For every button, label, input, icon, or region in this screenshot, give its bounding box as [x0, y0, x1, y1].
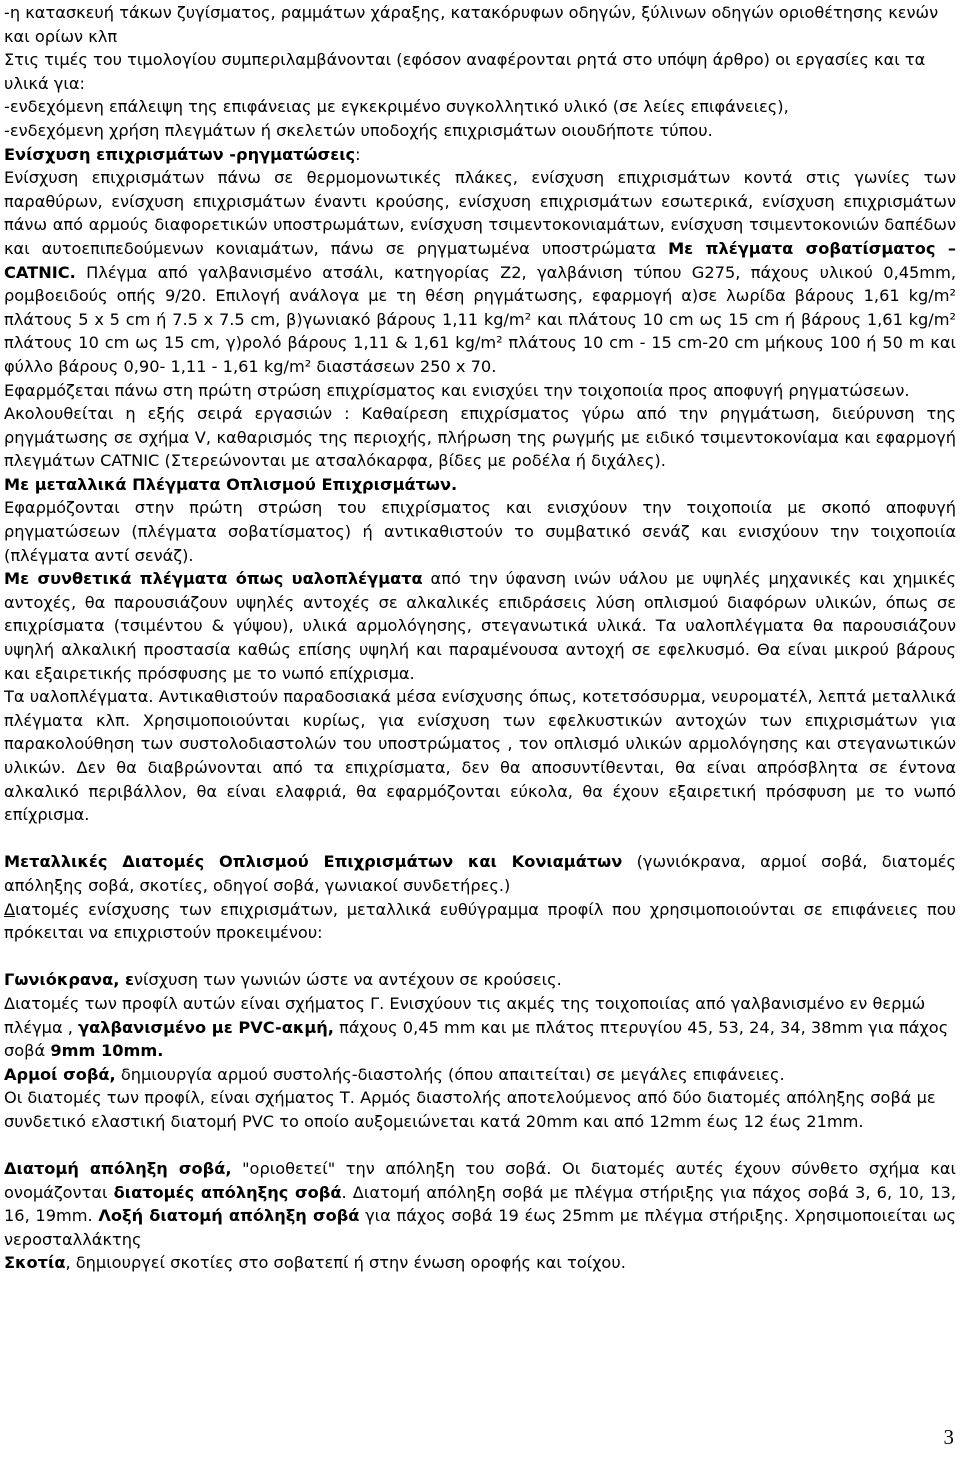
stop-bead-heading: Διατομή απόληξη σοβά,: [4, 1159, 232, 1179]
paragraph-t-sections: Οι διατομές των προφίλ, είναι σχήματος Τ. Αρμός διαστολής αποτελούμενος από δύο διατομές απόληξης σοβά με συνδετικό ελαστική διατομή PVC το οποίο αυξομειώνεται κατά 20mm και από 12mm έως 12 έως 21mm.: [4, 1088, 936, 1131]
section-heading-reinforcement: [4, 143, 956, 167]
profile-purpose-body: ιατομές ενίσχυσης των επιχρισμάτων, μεταλλικά ευθύγραμμα προφίλ που χρησιμοποιούνται σε επιφάνειες που πρόκειται να επιχριστούν προκειμένου:: [4, 899, 956, 943]
paragraph-plaster-joints: [4, 1063, 956, 1087]
corner-beads-heading: Γωνιόκρανα, ε: [4, 970, 134, 990]
metal-profiles-body: (γωνιόκρανα, αρμοί σοβά, διατομές απόληξης σοβά, σκοτίες, οδηγοί σοβά, γωνιακοί συνδετήρες.): [4, 852, 956, 895]
stop-bead-bold: διατομές απόληξης σοβά: [113, 1182, 342, 1202]
plaster-joints-heading: Αρμοί σοβά,: [4, 1064, 116, 1084]
plaster-joints-body: δημιουργία αρμού συστολής-διαστολής (όπου απαιτείται) σε μεγάλες επιφάνειες.: [115, 1064, 785, 1084]
corner-sections-a: Διατομές των προφίλ αυτών είναι σχήματος Γ. Ενισχύουν τις ακμές της τοιχοποιίας από γαλβανισμένο εν θερμώ πλέγμα ,: [4, 993, 926, 1037]
paragraph-catnic: [4, 166, 956, 378]
synthetic-mesh-heading: Με συνθετικά πλέγματα όπως υαλοπλέγματα: [4, 569, 423, 589]
spacer: [4, 827, 956, 851]
paragraph-4: -ενδεχόμενη χρήση πλεγμάτων ή σκελετών υποδοχής επιχρισμάτων οιουδήποτε τύπου.: [4, 120, 713, 140]
paragraph-metal-profiles: [4, 850, 956, 897]
metal-profiles-heading: Μεταλλικές Διατομές Οπλισμού Επιχρισμάτων και Κονιαμάτων: [4, 852, 623, 872]
paragraph-2: Στις τιμές του τιμολογίου συμπεριλαμβάνονται (εφόσον αναφέρονται ρητά στο υπόψη άρθρο) οι εργασίες και τα υλικά για:: [4, 50, 926, 93]
paragraph-shadow-gap: [4, 1251, 956, 1275]
stop-bead-b: . Διατομή απόληξη σοβά με πλέγμα στήριξης για πάχος σοβά 3, 6, 10, 13, 16, 19mm.: [4, 1182, 956, 1226]
heading-text: Ενίσχυση επιχρισμάτων -ρηγματώσεις: [4, 144, 356, 164]
paragraph-1: -η κατασκευή τάκων ζυγίσματος, ραμμάτων χάραξης, κατακόρυφων οδηγών, ξύλινων οδηγών οριοθέτησης κενών και ορίων κλπ: [4, 3, 939, 46]
heading-metal-mesh: [4, 473, 956, 497]
paragraph-synthetic-mesh: [4, 567, 956, 685]
thickness-bold: 9mm 10mm.: [50, 1041, 164, 1061]
catnic-heading: Με πλέγματα σοβατίσματος – CATNIC.: [4, 238, 957, 282]
paragraph-apply: Εφαρμόζεται πάνω στη πρώτη στρώση επιχρίσματος και ενισχύει την τοιχοποιία προς αποφυγή ρηγματώσεων.: [4, 380, 910, 400]
shadow-gap-body: , δημιουργεί σκοτίες στο σοβατεπί ή στην ένωση οροφής και τοίχου.: [65, 1253, 626, 1273]
stop-bead-a: "οριοθετεί" την απόληξη του σοβά. Οι διατομές αυτές έχουν σύνθετο σχήμα και ονομάζονται: [4, 1159, 956, 1202]
paragraph-corner-beads: [4, 968, 956, 992]
stop-bead-c: για πάχος σοβά 19 έως 25mm με πλέγμα στήριξης. Χρησιμοποιείται ως νεροσταλλάκτης: [4, 1206, 956, 1249]
spacer: [4, 945, 956, 969]
shadow-gap-heading: Σκοτία: [4, 1253, 66, 1273]
pvc-edge-bold: γαλβανισμένο με PVC-ακμή,: [78, 1017, 334, 1037]
synthetic-mesh-body: από την ύφανση ινών υάλου με υψηλές μηχανικές και χημικές αντοχές, θα παρουσιάζουν υψηλές αντοχές σε αλκαλικές επιδράσεις λύση οπλισμού διαφόρων υλικών, όπως σε επιχρίσματα (τσιμέντου & γύψου), υλικά αρμολόγησης, στεγανωτικά υλικά. Τα υαλοπλέγματα θα παρουσιάζουν υψηλή αλκαλική προστασία καθώς επίσης υψηλή και παραμένουσα αντοχή σε εφελκυσμό. Θα είναι μικρού βάρους και εξαιρετικής πρόσφυσης με το νωπό επίχρισμα.: [4, 569, 957, 683]
underlined-letter: Δ: [4, 899, 16, 919]
corner-sections-b: πάχους 0,45 mm και με πλάτος πτερυγίου 45, 53, 24, 34, 38mm για πάχος σοβά: [4, 1017, 949, 1061]
paragraph-metal-mesh: Εφαρμόζονται στην πρώτη στρώση του επιχρίσματος και ενισχύουν την τοιχοποιία με σκοπό αποφυγή ρηγματώσεων (πλέγματα σοβατίσματος) ή αντικαθιστούν το συμβατικό σενάζ και ενισχύουν την τοιχοποιία (πλέγματα αντί σενάζ).: [4, 498, 956, 565]
heading-colon: :: [355, 144, 361, 164]
paragraph-3: -ενδεχόμενη επάλειψη της επιφάνειας με εγκεκριμένο συγκολλητικό υλικό (σε λείες επιφάνειες),: [4, 97, 789, 117]
corner-beads-body: νίσχυση των γωνιών ώστε να αντέχουν σε κρούσεις.: [134, 970, 562, 990]
paragraph-stop-bead: [4, 1157, 956, 1251]
paragraph-catnic-body: Πλέγμα από γαλβανισμένο ατσάλι, κατηγορίας Ζ2, γαλβάνιση τύπου G275, πάχους υλικού 0,45mm, ρομβοειδούς οπής 9/20. Επιλογή ανάλογα με τη θέση ρηγμάτωσης, εφαρμογή α)σε λωρίδα βάρους 1,61 kg/m² πλάτους 5 x 5 cm ή 7.5 x 7.5 cm, β)γωνιακό βάρους 1,11 kg/m² και πλάτους 10 cm ως 15 cm ή βάρους 1,61 kg/m² πλάτους 10 cm ως 15 cm, γ)ρολό βάρους 1,11 & 1,61 kg/m² πλάτους 10 cm - 15 cm-20 cm μήκους 100 ή 50 m και φύλλο βάρους 0,90- 1,11 - 1,61 kg/m² διαστάσεων 250 x 70.: [4, 262, 956, 376]
heading-metal-mesh-text: Με μεταλλικά Πλέγματα Οπλισμού Επιχρισμάτων.: [4, 474, 458, 494]
angled-stop-bead-bold: Λοξή διατομή απόληξη σοβά: [98, 1206, 360, 1226]
paragraph-catnic-intro: Ενίσχυση επιχρισμάτων πάνω σε θερμομονωτικές πλάκες, ενίσχυση επιχρισμάτων κοντά στις γωνίες των παραθύρων, ενίσχυση επιχρισμάτων έναντι κρούσης, ενίσχυση επιχρισμάτων εσωτερικά, ενίσχυση επιχρισμάτων πάνω από αρμούς διαφορετικών υποστρωμάτων, ενίσχυση τσιμεντοκονιαμάτων, ενίσχυση τσιμεντοκονιών δαπέδων και αυτοεπιπεδούμενων κονιαμάτων, πάνω σε ρηγματωμένα υποστρώματα: [4, 168, 956, 258]
paragraph-glass-mesh: Τα υαλοπλέγματα. Αντικαθιστούν παραδοσιακά μέσα ενίσχυσης όπως, κοτετσόσυρμα, νευροματέλ, λεπτά μεταλλικά πλέγματα κλπ. Χρησιμοποιούνται κυρίως, για ενίσχυση των εφελκυστικών αντοχών των επιχρισμάτων για παρακολούθηση των συστολοδιαστολών του υποστρώματος , τον οπλισμό υλικών αρμολόγησης και στεγανωτικών υλικών. Δεν θα διαβρώνονται από τα επιχρίσματα, δεν θα αποσυντίθενται, θα είναι απρόσβλητα σε έντονα αλκαλικό περιβάλλον, θα είναι ελαφριά, θα εφαρμόζονται εύκολα, θα έχουν εξαιρετική πρόσφυση με το νωπό επίχρισμα.: [4, 687, 956, 825]
spacer: [4, 1134, 956, 1158]
paragraph-corner-sections: [4, 992, 956, 1063]
paragraph-profile-purpose: [4, 898, 956, 945]
paragraph-sequence: Ακολουθείται η εξής σειρά εργασιών : Καθαίρεση επιχρίσματος γύρω από την ρηγμάτωση, διεύρυνση της ρηγμάτωσης σε σχήμα V, καθαρισμός της περιοχής, πλήρωση της ρωγμής με ειδικό τσιμεντοκονίαμα και εφαρμογή πλεγμάτων CATNIC (Στερεώνονται με ατσαλόκαρφα, βίδες με ροδέλα ή διχάλες).: [4, 404, 956, 471]
page-number: 3: [943, 1425, 954, 1449]
